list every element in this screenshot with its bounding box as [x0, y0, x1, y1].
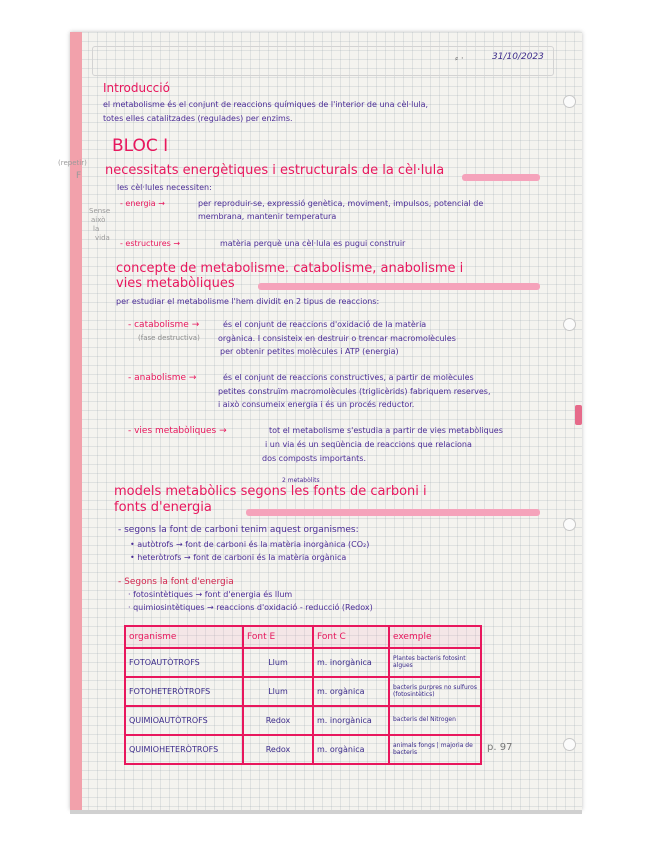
vies-label: - vies metabòliques →: [128, 426, 227, 436]
catabolisme-text-1: és el conjunt de reaccions d'oxidació de la matèria: [223, 320, 427, 329]
section-3-title-2: fonts d'energia: [114, 500, 212, 515]
table-cell: QUIMIOHETERÒTROFS: [125, 735, 243, 764]
metabolits-note: 2 metabòlits: [282, 477, 320, 484]
table-cell: bacteris del Nitrogen: [389, 706, 481, 735]
page-shadow: [70, 810, 582, 814]
table-header: Font E: [243, 626, 313, 648]
binder-hole: [563, 738, 576, 751]
section-2-title-2: vies metabòliques: [116, 276, 235, 291]
catabolisme-label: - catabolisme →: [128, 320, 200, 330]
section-1-line-1: les cèl·lules necessiten:: [117, 183, 212, 192]
bloc-title: BLOC I: [112, 136, 169, 156]
anabolisme-text-1: és el conjunt de reaccions constructives, a partir de molècules: [223, 373, 474, 382]
organism-table: [124, 625, 482, 765]
margin-arrow: F: [76, 171, 82, 181]
table-header-row: [125, 626, 481, 648]
energia-fotosintetiques: · fotosintètiques → font d'energia és llum: [128, 590, 293, 599]
vies-text-3: dos composts importants.: [262, 454, 366, 463]
energia-label: - energia →: [120, 199, 165, 208]
intro-line-2: totes elles catalitzades (regulades) per enzims.: [103, 114, 293, 123]
intro-line-1: el metabolisme és el conjunt de reaccions químiques de l'interior de una cèl·lula,: [103, 100, 429, 109]
table-header: Font C: [313, 626, 389, 648]
section-2-intro: per estudiar el metabolisme l'hem dividit en 2 tipus de reaccions:: [116, 297, 380, 306]
table-cell: bacteris purpres no sulfuros (fotosintètics): [389, 677, 481, 706]
header-line-box: [92, 46, 554, 76]
highlight-stroke: [462, 174, 540, 181]
vies-text-1: tot el metabolisme s'estudia a partir de vies metabòliques: [269, 426, 503, 435]
table-row: [125, 735, 481, 764]
table-cell: m. inorgànica: [313, 648, 389, 677]
margin-note-4: vida: [95, 234, 110, 242]
margin-strip: [70, 32, 82, 810]
carboni-heading: - segons la font de carboni tenim aquest organismes:: [118, 525, 359, 535]
page-tab: [575, 405, 582, 425]
table-row: [125, 648, 481, 677]
binder-hole: [563, 95, 576, 108]
table-row: [125, 677, 481, 706]
table-cell: Llum: [243, 677, 313, 706]
anabolisme-text-2: petites construïm macromolècules (triglicèrids) fabriquem reserves,: [218, 387, 491, 396]
table-cell: Redox: [243, 706, 313, 735]
intro-title: Introducció: [103, 81, 170, 95]
section-3-title-1: models metabòlics segons les fonts de carboni i: [114, 484, 427, 499]
date-decoration: ⸗ ·: [455, 54, 464, 64]
section-2-title-1: concepte de metabolisme. catabolisme, anabolisme i: [116, 261, 464, 276]
margin-note-2: això: [91, 216, 106, 224]
vies-text-2: i un via és un seqüència de reaccions que relaciona: [265, 440, 472, 449]
table-cell: m. inorgànica: [313, 706, 389, 735]
catabolisme-note: (fase destructiva): [138, 334, 200, 342]
table-row: [125, 706, 481, 735]
table-cell: Llum: [243, 648, 313, 677]
energia-quimiosintetiques: · quimiosintètiques → reaccions d'oxidació - reducció (Redox): [128, 603, 373, 612]
catabolisme-text-2: orgànica. I consisteix en destruir o trencar macromolècules: [218, 334, 456, 343]
anabolisme-label: - anabolisme →: [128, 373, 197, 383]
energia-heading: - Segons la font d'energia: [118, 577, 234, 587]
catabolisme-text-3: per obtenir petites molècules i ATP (energia): [220, 347, 399, 356]
table-header: organisme: [125, 626, 243, 648]
margin-note-1: Sense: [89, 207, 111, 215]
table-cell: animals fongs | majoria de bacteris: [389, 735, 481, 764]
energia-text-1: per reproduir-se, expressió genètica, moviment, impulsos, potencial de: [198, 199, 484, 208]
table-cell: Redox: [243, 735, 313, 764]
section-1-title: necessitats energètiques i estructurals de la cèl·lula: [105, 163, 445, 178]
binder-hole: [563, 318, 576, 331]
carboni-heterotrofs: • heteròtrofs → font de carboni és la matèria orgànica: [130, 553, 347, 562]
table-cell: FOTOAUTÒTROFS: [125, 648, 243, 677]
table-header: exemple: [389, 626, 481, 648]
page-number: p. 97: [487, 742, 513, 753]
table-cell: m. orgànica: [313, 735, 389, 764]
estructures-label: - estructures →: [120, 239, 181, 248]
highlight-stroke: [246, 509, 540, 516]
table-cell: FOTOHETERÒTROFS: [125, 677, 243, 706]
table-cell: Plantes bacteris fotosint algues: [389, 648, 481, 677]
estructures-text: matèria perquè una cèl·lula es pugui construir: [220, 239, 406, 248]
highlight-stroke: [258, 283, 540, 290]
anabolisme-text-3: i això consumeix energia i és un procés reductor.: [218, 400, 415, 409]
margin-note-3: la: [93, 225, 100, 233]
table-cell: QUIMIOAUTÒTROFS: [125, 706, 243, 735]
energia-text-2: membrana, mantenir temperatura: [198, 212, 337, 221]
table-cell: m. orgànica: [313, 677, 389, 706]
binder-hole: [563, 518, 576, 531]
margin-note-repetir: (repetir): [58, 159, 87, 167]
page-date: 31/10/2023: [492, 52, 544, 62]
carboni-autotrofs: • autòtrofs → font de carboni és la matèria inorgànica (CO₂): [130, 540, 370, 549]
